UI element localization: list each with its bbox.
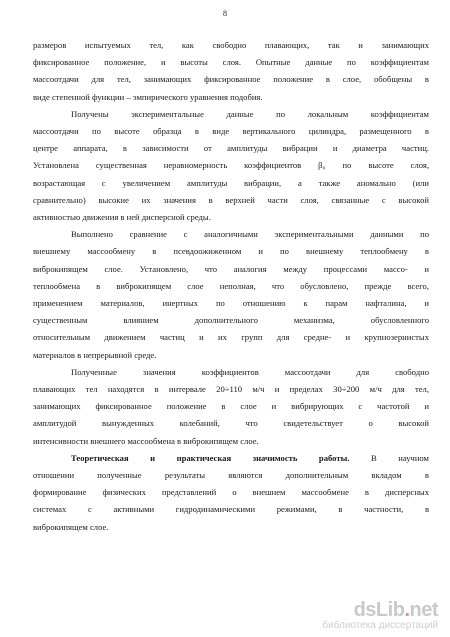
text-line: фиксированное положение, и высоты слоя. Опытные данные по коэффициентам — [33, 57, 429, 68]
text-line: возрастающая с увеличением амплитуды вибрации, а также аномально (или — [33, 177, 429, 188]
text-line: занимающих фиксированное положение в слое и вибрирующих с частотой и — [33, 401, 429, 412]
logo-main: dsLib — [353, 599, 405, 621]
text-line: Полученные значения коэффициентов массоотдачи для свободно — [71, 366, 429, 377]
logo-tld: net — [409, 599, 438, 621]
watermark-subtitle: библиотека диссертаций — [322, 620, 438, 631]
paragraph-5 — [33, 450, 429, 536]
logo-dot: . — [404, 599, 410, 621]
text-line: массоотдачи по высоте образца в виде вертикального цилиндра, размещенного в — [33, 126, 429, 137]
text-line: плавающих тел находятся в интервале 20÷110 м/ч и пределах 30÷200 м/ч для тел, — [33, 384, 429, 395]
text-line: формирование физических представлений о внешнем массообмене в дисперсных — [33, 487, 429, 498]
text-line: отношении полученные результаты являются дополнительным вкладом в — [33, 470, 429, 481]
text-line: центре аппарата, в зависимости от амплитуды вибрации и диаметра частиц. — [33, 143, 429, 154]
text-line: материалов в непрерывной среде. — [33, 349, 157, 360]
text-line: Установлена существенная неравномерность коэффициентов β₀ по высоте слоя, — [33, 160, 429, 171]
text-line: интенсивности внешнего массообмена в виброкипящем слое. — [33, 435, 259, 446]
dslib-logo — [322, 600, 438, 620]
heading-continuation: В научном — [349, 452, 429, 463]
text-line: внешнему массообмену в псевдоожиженном и по внешнему теплообмену в — [33, 246, 429, 257]
text-line: массоотдачи для тел, занимающих фиксированное положение в слое, обобщены в — [33, 74, 429, 85]
text-line: Получены экспериментальные данные по локальным коэффициентам — [71, 108, 429, 119]
text-line: применением материалов, инертных по отношению к парам нафталина, и — [33, 298, 429, 309]
text-line: Выполнено сравнение с аналогичными экспериментальными данными по — [71, 229, 429, 240]
text-line: существенным влиянием дополнительного механизма, обусловленного — [33, 315, 429, 326]
dslib-watermark — [322, 600, 438, 631]
text-line: системах с активными гидродинамическими режимами, в частности, в — [33, 504, 429, 515]
section-heading: Теоретическая и практическая значимость работы. — [71, 452, 350, 463]
text-line: активностью движения в ней дисперсной среды. — [33, 212, 211, 223]
paragraph-1 — [33, 37, 429, 106]
text-line: теплообмена в виброкипящем слое неполная, что обусловлено, прежде всего, — [33, 280, 429, 291]
paragraph-3 — [33, 226, 429, 364]
text-line: относительным движением частиц и их групп для средне- и крупнозернистых — [33, 332, 429, 343]
paragraph-2 — [33, 106, 429, 226]
page-number: 8 — [223, 9, 227, 18]
text-line: виде степенной функции – эмпирического уравнения подобия. — [33, 91, 263, 102]
text-line: сравнительно) высокие их значения в верхней части слоя, связанные с высокой — [33, 194, 429, 205]
text-line: виброкипящем слое. — [33, 521, 109, 532]
text-line: виброкипящем слое. Установлено, что аналогия между процессами массо- и — [33, 263, 429, 274]
document-body — [33, 37, 429, 536]
text-line: размеров испытуемых тел, как свободно плавающих, так и занимающих — [33, 40, 429, 50]
paragraph-4 — [33, 364, 429, 450]
text-line: амплитудой вынужденных колебаний, что свидетельствует о высокой — [33, 418, 429, 429]
text-line — [33, 450, 429, 467]
